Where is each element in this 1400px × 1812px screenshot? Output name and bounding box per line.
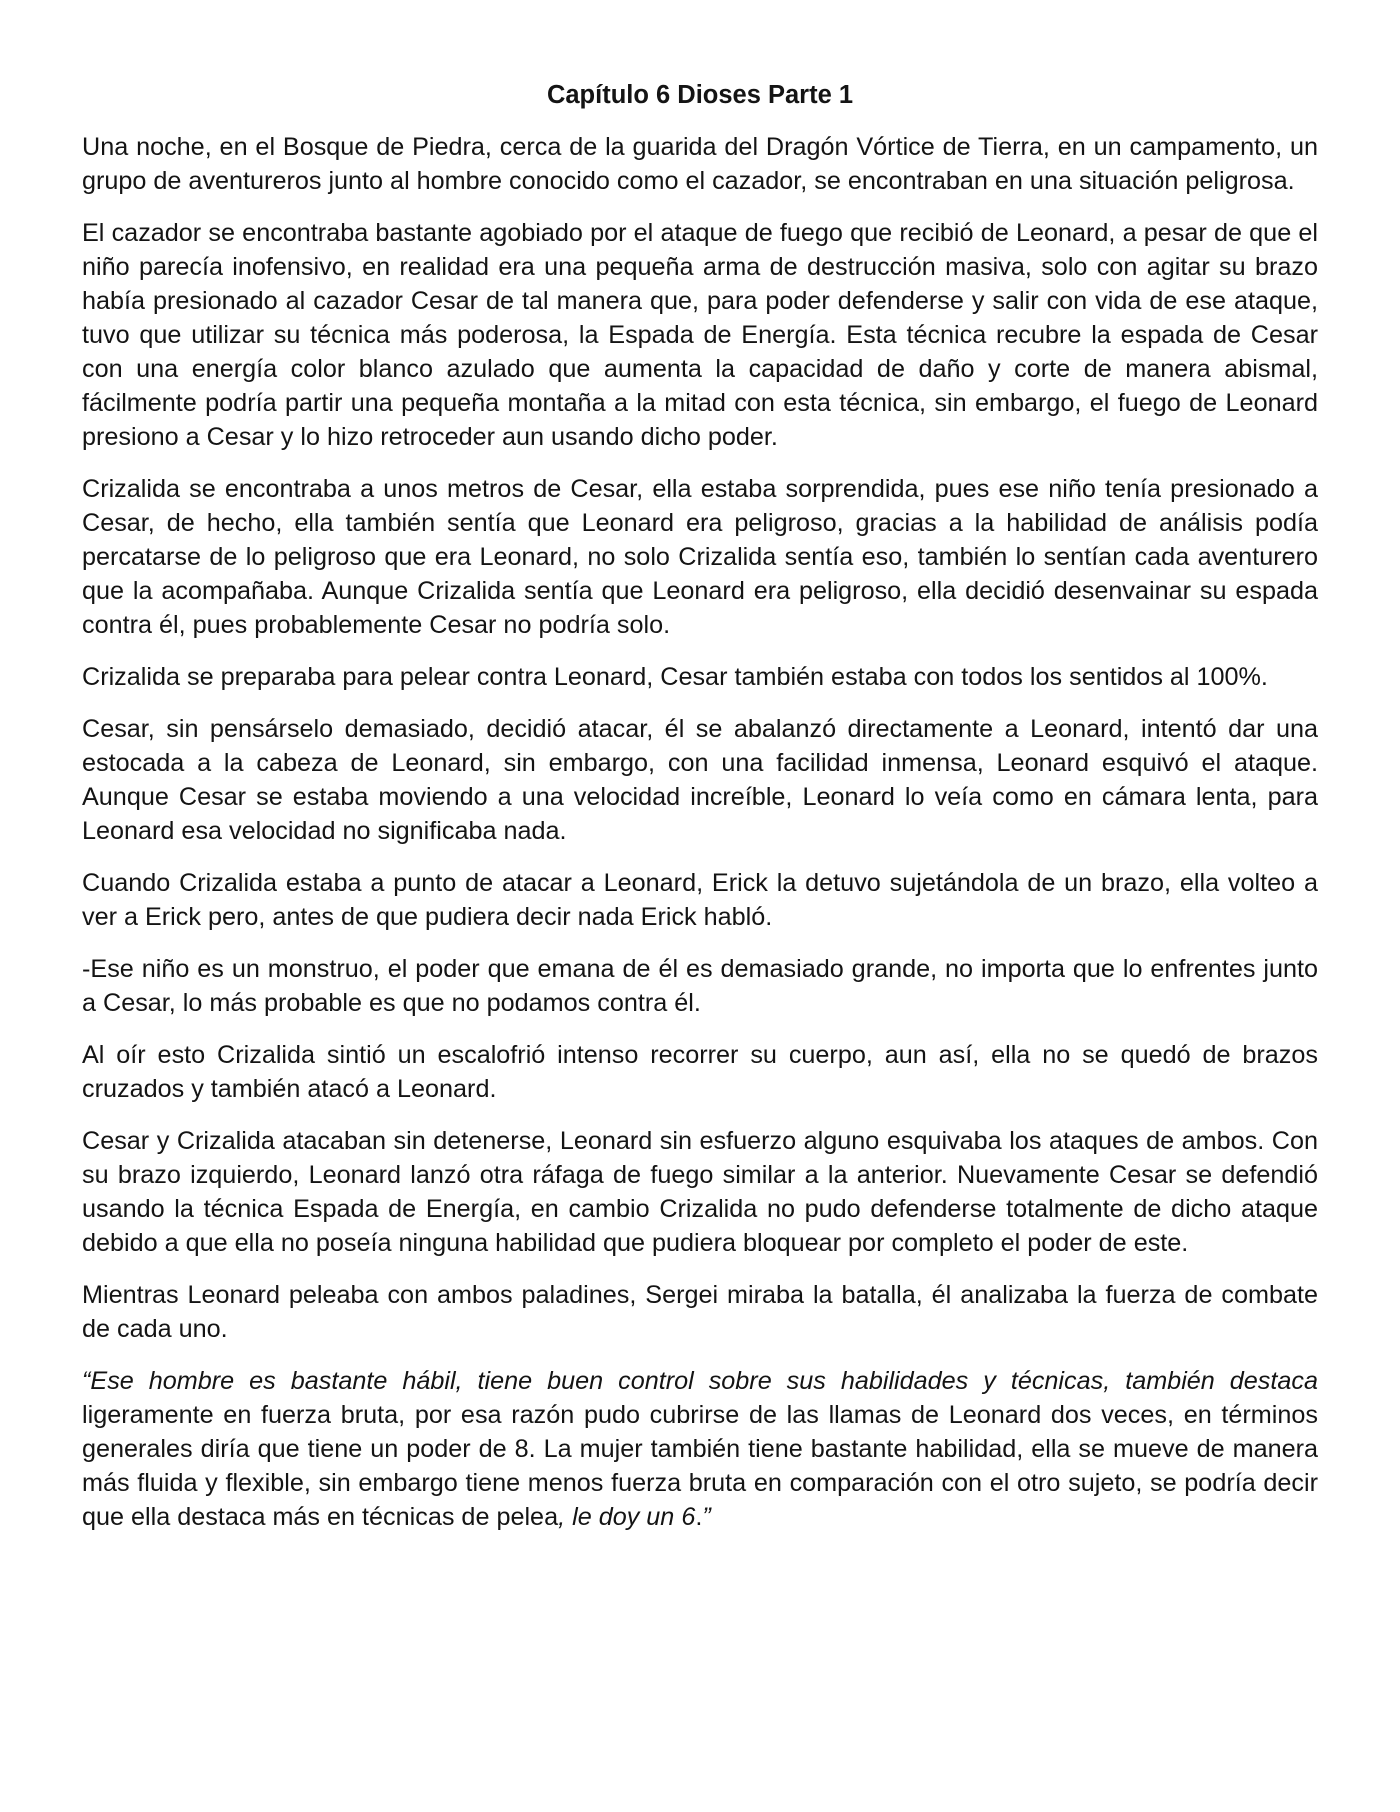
paragraph-1: Una noche, en el Bosque de Piedra, cerca de la guarida del Dragón Vórtice de Tierra, en un campamento, un grupo de aventureros junto al hombre conocido como el cazador, se encontraban en una situación peligrosa. xyxy=(82,133,1318,195)
dialogue-paragraph: -Ese niño es un monstruo, el poder que emana de él es demasiado grande, no importa que lo enfrentes junto a Cesar, lo más probable es que no podamos contra él. xyxy=(82,955,1318,1017)
thought-normal-text: ligeramente en fuerza bruta, por esa razón pudo cubrirse de las llamas de Leonard dos veces, en términos generales diría que tiene un poder de 8. La mujer también tiene bastante habilidad, ella se mueve de manera más fluida y flexible, sin embargo tiene menos fuerza bruta en comparación con el otro sujeto, se podría decir que ella destaca más en técnicas de pelea xyxy=(82,1401,1318,1531)
chapter-title: Capítulo 6 Dioses Parte 1 xyxy=(546,81,854,109)
thought-period: . xyxy=(695,1503,703,1531)
paragraph-10: Mientras Leonard peleaba con ambos paladines, Sergei miraba la batalla, él analizaba la fuerza de combate de cada uno. xyxy=(82,1281,1318,1343)
paragraph-5: Cesar, sin pensárselo demasiado, decidió atacar, él se abalanzó directamente a Leonard, intentó dar una estocada a la cabeza de Leonard, sin embargo, con una facilidad inmensa, Leonard esquivó el ataque. Aunque Cesar se estaba moviendo a una velocidad increíble, Leonard lo veía como en cámara lenta, para Leonard esa velocidad no significaba nada. xyxy=(82,715,1318,845)
paragraph-9: Cesar y Crizalida atacaban sin detenerse, Leonard sin esfuerzo alguno esquivaba los ataques de ambos. Con su brazo izquierdo, Leonard lanzó otra ráfaga de fuego similar a la anterior. Nuevamente Cesar se defendió usando la técnica Espada de Energía, en cambio Crizalida no pudo defenderse totalmente de dicho ataque debido a que ella no poseía ninguna habilidad que pudiera bloquear por completo el poder de este. xyxy=(82,1127,1318,1257)
italic-comma: , xyxy=(558,1503,566,1531)
italic-thought-end: le doy un 6 xyxy=(565,1503,696,1531)
paragraph-3: Crizalida se encontraba a unos metros de Cesar, ella estaba sorprendida, pues ese niño tenía presionado a Cesar, de hecho, ella también sentía que Leonard era peligroso, gracias a la habilidad de análisis podía percatarse de lo peligroso que era Leonard, no solo Crizalida sentía eso, también lo sentían cada aventurero que la acompañaba. Aunque Crizalida sentía que Leonard era peligroso, ella decidió desenvainar su espada contra él, pues probablemente Cesar no podría solo. xyxy=(82,475,1318,639)
paragraph-2: El cazador se encontraba bastante agobiado por el ataque de fuego que recibió de Leonard, a pesar de que el niño parecía inofensivo, en realidad era una pequeña arma de destrucción masiva, solo con agitar su brazo había presionado al cazador Cesar de tal manera que, para poder defenderse y salir con vida de ese ataque, tuvo que utilizar su técnica más poderosa, la Espada de Energía. Esta técnica recubre la espada de Cesar con una energía color blanco azulado que aumenta la capacidad de daño y corte de manera abismal, fácilmente podría partir una pequeña montaña a la mitad con esta técnica, sin embargo, el fuego de Leonard presiono a Cesar y lo hizo retroceder aun usando dicho poder. xyxy=(82,219,1318,451)
closing-quote: ” xyxy=(702,1503,711,1531)
paragraph-6: Cuando Crizalida estaba a punto de atacar a Leonard, Erick la detuvo sujetándola de un brazo, ella volteo a ver a Erick pero, antes de que pudiera decir nada Erick habló. xyxy=(82,869,1318,931)
inner-thought-paragraph xyxy=(82,1364,1318,1534)
italic-thought-start: “Ese hombre es bastante hábil, tiene buen control sobre sus habilidades y técnicas, también destaca xyxy=(82,1367,1318,1395)
paragraph-8: Al oír esto Crizalida sintió un escalofrió intenso recorrer su cuerpo, aun así, ella no se quedó de brazos cruzados y también atacó a Leonard. xyxy=(82,1041,1318,1103)
paragraph-4: Crizalida se preparaba para pelear contra Leonard, Cesar también estaba con todos los sentidos al 100%. xyxy=(82,663,1268,691)
document-page xyxy=(82,78,1318,1552)
